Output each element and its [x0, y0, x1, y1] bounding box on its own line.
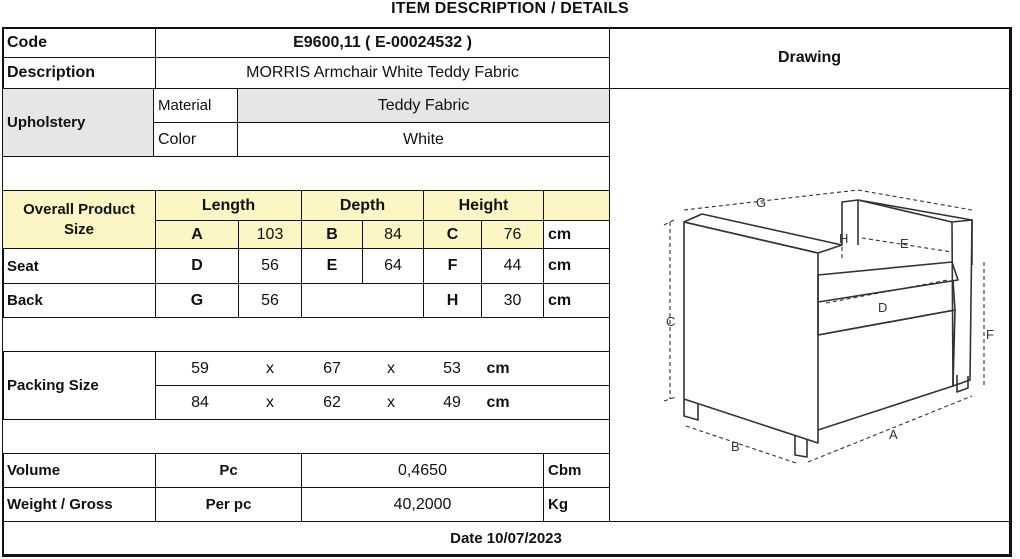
- overall-size-label: [2, 190, 156, 249]
- overall-size-text: Overall Product Size: [23, 200, 135, 238]
- packing-2-unit: cm: [486, 394, 510, 411]
- spacer-row: [2, 317, 610, 352]
- weight-label: Weight / Gross: [2, 487, 156, 522]
- drawing-label-c: C: [666, 314, 676, 329]
- packing-1-sep-2: x: [387, 360, 395, 377]
- packing-2-height: 49: [443, 394, 461, 411]
- volume-value: 0,4650: [301, 453, 544, 488]
- drawing-label: Drawing: [609, 27, 1010, 89]
- drawing-label-b: B: [731, 439, 740, 454]
- height-header: Height: [423, 190, 544, 221]
- material-label: Material: [153, 88, 238, 123]
- drawing-label-g: G: [756, 195, 767, 210]
- page-title: ITEM DESCRIPTION / DETAILS: [391, 0, 629, 17]
- dim-value-b: 84: [362, 220, 424, 249]
- code-label: Code: [2, 27, 156, 58]
- packing-1-sep-1: x: [266, 360, 274, 377]
- unit-header: [543, 190, 610, 221]
- seat-label: Seat: [2, 248, 156, 284]
- dim-value-a: 103: [238, 220, 302, 249]
- packing-1-width: 67: [323, 360, 341, 377]
- drawing-label-a: A: [889, 427, 898, 442]
- packing-2-sep-2: x: [387, 394, 395, 411]
- volume-label: Volume: [2, 453, 156, 488]
- dim-code-e: E: [301, 248, 363, 284]
- packing-1-length: 59: [191, 360, 209, 377]
- packing-2-width: 62: [323, 394, 341, 411]
- packing-size-label: Packing Size: [2, 351, 156, 420]
- dim-value-f: 44: [481, 248, 544, 284]
- volume-unit: Cbm: [543, 453, 610, 488]
- description-value: MORRIS Armchair White Teddy Fabric: [155, 57, 610, 89]
- dim-code-c: C: [423, 220, 482, 249]
- drawing-label-d: D: [878, 300, 888, 315]
- weight-value: 40,2000: [301, 487, 544, 522]
- dim-value-h: 30: [481, 283, 544, 318]
- dim-code-h: H: [423, 283, 482, 318]
- drawing-label-h: H: [839, 231, 849, 246]
- depth-header: Depth: [301, 190, 424, 221]
- dim-code-g: G: [155, 283, 239, 318]
- armchair-drawing: [612, 90, 1012, 522]
- dim-value-d: 56: [238, 248, 302, 284]
- dim-value-c: 76: [481, 220, 544, 249]
- drawing-label-e: E: [900, 236, 909, 251]
- packing-1-unit: cm: [486, 360, 510, 377]
- dim-code-b: B: [301, 220, 363, 249]
- drawing-label-f: F: [986, 327, 994, 342]
- back-unit: cm: [543, 283, 610, 318]
- spacer-row: [2, 419, 610, 454]
- dim-value-g: 56: [238, 283, 302, 318]
- date-footer: Date 10/07/2023: [2, 521, 1010, 555]
- description-label: Description: [2, 57, 156, 89]
- packing-2-sep-1: x: [266, 394, 274, 411]
- back-depth-empty: [301, 283, 424, 318]
- upholstery-label: Upholstery: [2, 88, 154, 157]
- dim-value-e: 64: [362, 248, 424, 284]
- packing-1-height: 53: [443, 360, 461, 377]
- weight-unit: Kg: [543, 487, 610, 522]
- code-value: E9600,11 ( E-00024532 ): [155, 27, 610, 58]
- material-value: Teddy Fabric: [237, 88, 610, 123]
- color-value: White: [237, 122, 610, 157]
- weight-per: Per pc: [155, 487, 302, 522]
- packing-2-length: 84: [191, 394, 209, 411]
- dim-code-a: A: [155, 220, 239, 249]
- spacer-row: [2, 156, 610, 191]
- dim-code-d: D: [155, 248, 239, 284]
- color-label: Color: [153, 122, 238, 157]
- overall-unit: cm: [543, 220, 610, 249]
- dim-code-f: F: [423, 248, 482, 284]
- volume-per: Pc: [155, 453, 302, 488]
- back-label: Back: [2, 283, 156, 318]
- seat-unit: cm: [543, 248, 610, 284]
- length-header: Length: [155, 190, 302, 221]
